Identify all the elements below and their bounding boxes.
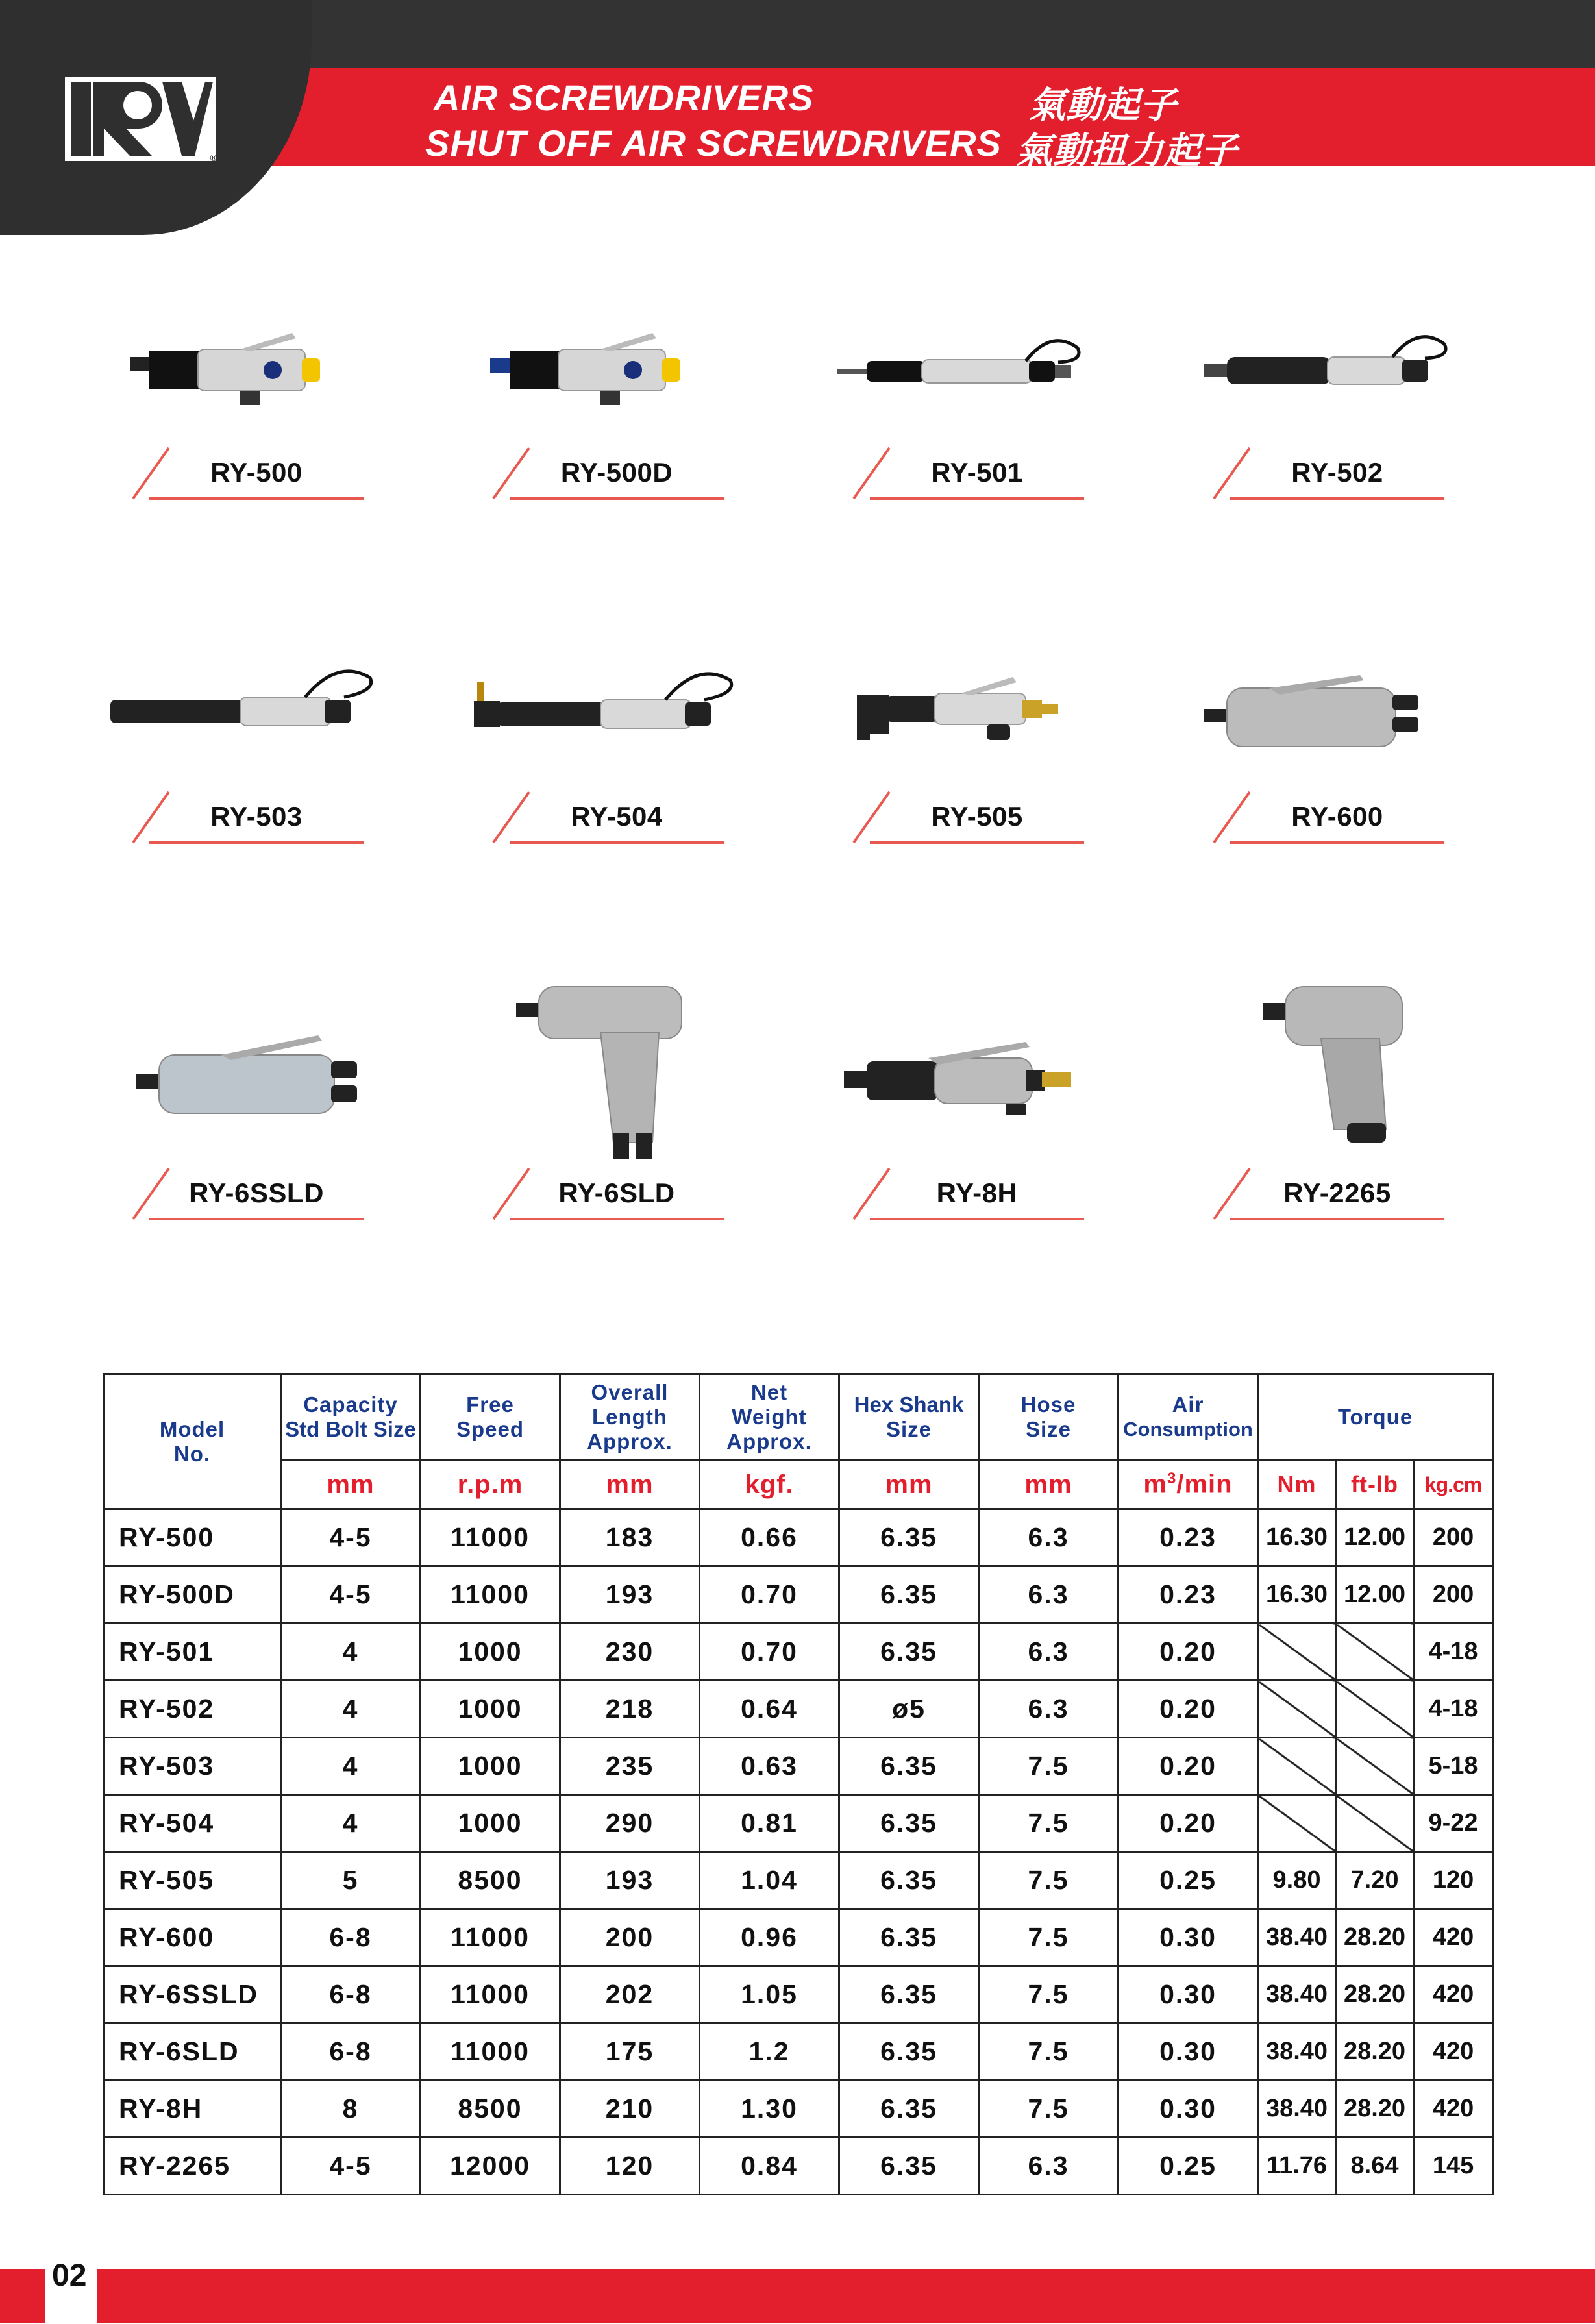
product-model-label: RY-600 [1291,801,1383,832]
table-row [104,1566,1493,1624]
header-shank-line2: Size [885,1417,932,1441]
cell-shank: ø5 [839,1681,979,1738]
cell-air: 0.20 [1119,1624,1258,1681]
product-card [110,305,383,500]
product-label [1191,1168,1464,1220]
cell-capacity: 4 [281,1795,421,1852]
title-shut-off-air-screwdrivers: SHUT OFF AIR SCREWDRIVERS [425,123,1002,164]
cell-kgcm: 9-22 [1414,1795,1493,1852]
cell-shank: 6.35 [839,1624,979,1681]
table-header-row [104,1374,1493,1461]
inline-screwdriver-icon [110,649,383,779]
cell-shank: 6.35 [839,2023,979,2081]
product-card [1191,649,1464,844]
ry-logo-icon [65,70,216,167]
unit-weight: kgf. [700,1461,839,1509]
cell-speed: 11000 [421,2023,560,2081]
cell-shank: 6.35 [839,1566,979,1624]
label-underline [149,1218,364,1220]
cell-shank: 6.35 [839,1738,979,1795]
product-model-label: RY-502 [1291,457,1383,488]
title-air-screwdrivers: AIR SCREWDRIVERS [434,77,814,118]
cell-hose: 7.5 [979,1852,1119,1909]
cell-speed: 1000 [421,1624,560,1681]
svg-text:®: ® [209,153,218,164]
cell-model: RY-6SSLD [104,1966,281,2023]
cell-capacity: 4-5 [281,1509,421,1566]
cell-kgcm: 4-18 [1414,1681,1493,1738]
header-speed-line1: Free [466,1392,514,1416]
cell-air: 0.20 [1119,1738,1258,1795]
cell-hose: 7.5 [979,1738,1119,1795]
title-zh-air-screwdrivers: 氣動起子 [1029,84,1177,125]
cell-speed: 12000 [421,2138,560,2195]
cell-shank: 6.35 [839,1966,979,2023]
product-card [471,305,743,500]
cell-shank: 6.35 [839,1795,979,1852]
straight-screwdriver-icon [831,1000,1104,1168]
product-label [831,792,1104,844]
cell-capacity: 4 [281,1738,421,1795]
cell-model: RY-505 [104,1852,281,1909]
cell-length: 193 [560,1566,700,1624]
product-label [831,448,1104,500]
cell-model: RY-6SLD [104,2023,281,2081]
straight-screwdriver-icon [1191,649,1464,779]
header-model [104,1374,281,1509]
cell-air: 0.23 [1119,1566,1258,1624]
cell-weight: 0.64 [700,1681,839,1738]
header-air-line2: Consumption [1123,1418,1253,1440]
cell-length: 193 [560,1852,700,1909]
table-row [104,2081,1493,2138]
table-row [104,1852,1493,1909]
cell-model: RY-500 [104,1509,281,1566]
footer-red-band [0,2269,1595,2323]
cell-weight: 0.96 [700,1909,839,1966]
header-model-line1: Model [159,1416,225,1441]
label-underline [510,497,724,500]
header-air-line1: Air [1172,1392,1204,1416]
cell-length: 290 [560,1795,700,1852]
product-card [1191,974,1464,1208]
cell-weight: 1.04 [700,1852,839,1909]
cell-ftlb: 28.20 [1336,1909,1414,1966]
cell-kgcm: 420 [1414,2081,1493,2138]
header-hose [979,1374,1119,1461]
table-row [104,1509,1493,1566]
cell-nm: 16.30 [1258,1509,1336,1566]
label-underline [870,841,1084,844]
header-capacity-line1: Capacity [303,1392,398,1416]
label-underline [149,841,364,844]
cell-ftlb: 7.20 [1336,1852,1414,1909]
product-label [831,1168,1104,1220]
unit-capacity: mm [281,1461,421,1509]
table-row [104,1624,1493,1681]
cell-kgcm: 200 [1414,1509,1493,1566]
pistol-screwdriver-icon [1191,974,1464,1168]
cell-kgcm: 420 [1414,1909,1493,1966]
product-model-label: RY-500 [210,457,303,488]
cell-weight: 0.84 [700,2138,839,2195]
cell-speed: 11000 [421,1509,560,1566]
cell-nm [1258,1624,1336,1681]
cell-weight: 0.63 [700,1738,839,1795]
cell-kgcm: 200 [1414,1566,1493,1624]
cell-capacity: 4-5 [281,1566,421,1624]
cell-ftlb: 28.20 [1336,1966,1414,2023]
product-label [471,448,743,500]
table-row [104,1738,1493,1795]
cell-shank: 6.35 [839,1909,979,1966]
table-row [104,2138,1493,2195]
header-model-line2: No. [173,1441,211,1466]
header-length [560,1374,700,1461]
cell-length: 230 [560,1624,700,1681]
title-zh-shut-off-air-screwdrivers: 氣動扭力起子 [1016,130,1238,171]
header-shank-line1: Hex Shank [854,1392,964,1416]
table-unit-row [104,1461,1493,1509]
unit-air [1119,1461,1258,1509]
cell-nm: 38.40 [1258,2023,1336,2081]
cell-kgcm: 145 [1414,2138,1493,2195]
table-row [104,1681,1493,1738]
cell-air: 0.20 [1119,1795,1258,1852]
cell-capacity: 4 [281,1624,421,1681]
cell-length: 210 [560,2081,700,2138]
cell-ftlb [1336,1681,1414,1738]
product-model-label: RY-6SSLD [189,1178,324,1208]
label-underline [1230,841,1444,844]
cell-ftlb: 8.64 [1336,2138,1414,2195]
cell-hose: 6.3 [979,1566,1119,1624]
cell-weight: 1.2 [700,2023,839,2081]
unit-shank: mm [839,1461,979,1509]
cell-air: 0.30 [1119,2081,1258,2138]
header-length-line2: Length [592,1405,667,1429]
product-label [1191,792,1464,844]
table-row [104,1966,1493,2023]
header-air [1119,1374,1258,1461]
cell-weight: 0.66 [700,1509,839,1566]
table-body [104,1509,1493,2195]
product-label [471,1168,743,1220]
cell-kgcm: 420 [1414,2023,1493,2081]
cell-nm: 9.80 [1258,1852,1336,1909]
cell-weight: 1.30 [700,2081,839,2138]
cell-hose: 7.5 [979,1795,1119,1852]
label-underline [510,1218,724,1220]
cell-model: RY-502 [104,1681,281,1738]
angle-inline-screwdriver-icon [471,649,743,779]
label-underline [1230,1218,1444,1220]
cell-weight: 0.70 [700,1624,839,1681]
cell-nm: 38.40 [1258,1909,1336,1966]
header-capacity [281,1374,421,1461]
product-model-label: RY-500D [560,457,673,488]
cell-hose: 6.3 [979,1509,1119,1566]
cell-nm [1258,1795,1336,1852]
cell-model: RY-8H [104,2081,281,2138]
product-card [831,1000,1104,1208]
product-model-label: RY-504 [571,801,663,832]
cell-kgcm: 420 [1414,1966,1493,2023]
cell-speed: 1000 [421,1795,560,1852]
cell-length: 235 [560,1738,700,1795]
header-capacity-line2: Std Bolt Size [285,1417,416,1441]
product-model-label: RY-8H [936,1178,1018,1208]
label-underline [870,497,1084,500]
product-card [110,649,383,844]
product-label [110,792,383,844]
unit-speed: r.p.m [421,1461,560,1509]
product-card [831,305,1104,500]
label-underline [510,841,724,844]
cell-speed: 1000 [421,1681,560,1738]
cell-ftlb: 12.00 [1336,1509,1414,1566]
cell-speed: 11000 [421,1909,560,1966]
label-underline [1230,497,1444,500]
cell-nm: 38.40 [1258,1966,1336,2023]
cell-length: 218 [560,1681,700,1738]
inline-screwdriver-icon [1191,305,1464,435]
product-label [110,1168,383,1220]
cell-hose: 6.3 [979,2138,1119,2195]
cell-air: 0.30 [1119,2023,1258,2081]
product-label [110,448,383,500]
straight-screwdriver-icon [110,305,383,435]
cell-nm: 11.76 [1258,2138,1336,2195]
cell-speed: 1000 [421,1738,560,1795]
header-length-line3: Approx. [587,1429,673,1453]
cell-ftlb: 12.00 [1336,1566,1414,1624]
spec-table [103,1373,1494,2195]
cell-ftlb [1336,1738,1414,1795]
header-weight-line1: Net [750,1380,788,1404]
cell-hose: 6.3 [979,1624,1119,1681]
label-underline [149,497,364,500]
cell-air: 0.23 [1119,1509,1258,1566]
cell-ftlb [1336,1795,1414,1852]
angle-screwdriver-icon [831,649,1104,779]
header-length-line1: Overall [591,1380,669,1404]
table-row [104,2023,1493,2081]
cell-shank: 6.35 [839,2081,979,2138]
unit-hose: mm [979,1461,1119,1509]
product-model-label: RY-6SLD [558,1178,675,1208]
unit-nm: Nm [1258,1461,1336,1509]
header-weight [700,1374,839,1461]
inline-screwdriver-icon [831,305,1104,435]
cell-model: RY-600 [104,1909,281,1966]
unit-air-exponent: 3 [1167,1470,1177,1488]
cell-ftlb: 28.20 [1336,2081,1414,2138]
product-card [1191,305,1464,500]
cell-length: 175 [560,2023,700,2081]
cell-model: RY-501 [104,1624,281,1681]
cell-ftlb [1336,1624,1414,1681]
cell-hose: 7.5 [979,2023,1119,2081]
cell-capacity: 5 [281,1852,421,1909]
product-model-label: RY-505 [931,801,1023,832]
cell-model: RY-503 [104,1738,281,1795]
header-torque: Torque [1258,1374,1493,1461]
cell-length: 202 [560,1966,700,2023]
cell-kgcm: 5-18 [1414,1738,1493,1795]
cell-model: RY-500D [104,1566,281,1624]
header-speed [421,1374,560,1461]
header-weight-line2: Weight [732,1405,807,1429]
product-model-label: RY-503 [210,801,303,832]
cell-weight: 0.81 [700,1795,839,1852]
cell-air: 0.20 [1119,1681,1258,1738]
cell-speed: 8500 [421,2081,560,2138]
straight-screwdriver-icon [110,1000,383,1168]
cell-hose: 7.5 [979,1966,1119,2023]
product-card [471,649,743,844]
cell-kgcm: 120 [1414,1852,1493,1909]
unit-length: mm [560,1461,700,1509]
product-label [471,792,743,844]
cell-length: 183 [560,1509,700,1566]
product-model-label: RY-2265 [1283,1178,1391,1208]
cell-capacity: 6-8 [281,2023,421,2081]
unit-air-base: m [1143,1470,1167,1499]
header-weight-line3: Approx. [726,1429,812,1453]
cell-length: 200 [560,1909,700,1966]
cell-capacity: 6-8 [281,1966,421,2023]
unit-ftlb: ft-lb [1336,1461,1414,1509]
cell-air: 0.30 [1119,1909,1258,1966]
cell-ftlb: 28.20 [1336,2023,1414,2081]
header-shank [839,1374,979,1461]
cell-hose: 7.5 [979,2081,1119,2138]
cell-kgcm: 4-18 [1414,1624,1493,1681]
cell-air: 0.25 [1119,1852,1258,1909]
cell-weight: 0.70 [700,1566,839,1624]
cell-nm [1258,1681,1336,1738]
straight-screwdriver-icon [471,305,743,435]
cell-shank: 6.35 [839,1509,979,1566]
product-card [110,1000,383,1208]
cell-length: 120 [560,2138,700,2195]
cell-nm: 16.30 [1258,1566,1336,1624]
cell-shank: 6.35 [839,1852,979,1909]
product-card [831,649,1104,844]
cell-capacity: 8 [281,2081,421,2138]
cell-speed: 11000 [421,1966,560,2023]
cell-air: 0.30 [1119,1966,1258,2023]
cell-hose: 7.5 [979,1909,1119,1966]
cell-shank: 6.35 [839,2138,979,2195]
cell-nm [1258,1738,1336,1795]
cell-air: 0.25 [1119,2138,1258,2195]
cell-capacity: 4 [281,1681,421,1738]
cell-model: RY-2265 [104,2138,281,2195]
header-hose-line1: Hose [1020,1392,1076,1416]
cell-nm: 38.40 [1258,2081,1336,2138]
cell-weight: 1.05 [700,1966,839,2023]
cell-model: RY-504 [104,1795,281,1852]
unit-air-tail: /min [1176,1470,1233,1499]
product-card [471,974,743,1208]
cell-capacity: 6-8 [281,1909,421,1966]
product-model-label: RY-501 [931,457,1023,488]
header-hose-line2: Size [1025,1417,1072,1441]
header-speed-line2: Speed [456,1417,525,1441]
page-number: 02 [52,2258,87,2293]
unit-kgcm: kg.cm [1414,1461,1493,1509]
product-label [1191,448,1464,500]
cell-speed: 8500 [421,1852,560,1909]
cell-speed: 11000 [421,1566,560,1624]
pistol-screwdriver-icon [471,974,743,1168]
table-row [104,1795,1493,1852]
cell-capacity: 4-5 [281,2138,421,2195]
label-underline [870,1218,1084,1220]
cell-hose: 6.3 [979,1681,1119,1738]
table-row [104,1909,1493,1966]
